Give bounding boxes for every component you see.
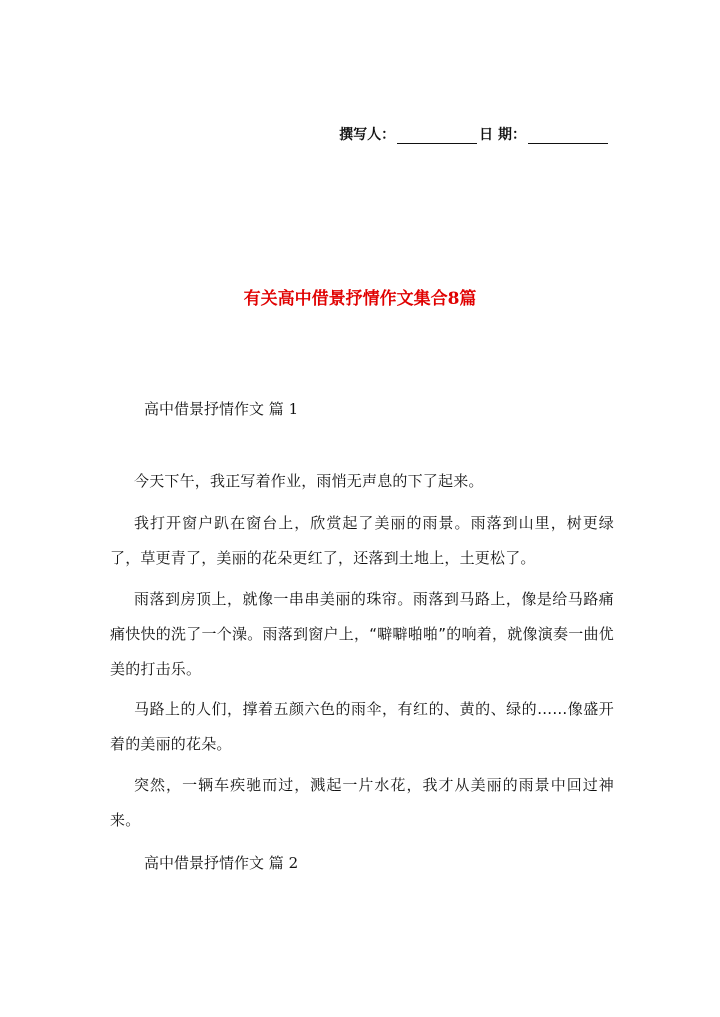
- date-label: 日 期：: [479, 127, 526, 143]
- section-heading-number: 篇 1: [268, 400, 299, 418]
- author-date-line: [339, 124, 610, 144]
- paragraph: 马路上的人们，撑着五颜六色的雨伞，有红的、黄的、绿的……像盛开着的美丽的花朵。: [110, 700, 614, 753]
- section-heading-number: 篇 2: [268, 854, 299, 872]
- author-blank: [397, 129, 477, 144]
- section-heading-text: 高中借景抒情作文: [144, 400, 265, 418]
- section-heading-2: [144, 852, 298, 873]
- author-label: 撰写人：: [339, 127, 396, 143]
- document-title: 有关高中借景抒情作文集合8篇: [243, 289, 477, 309]
- paragraph: 今天下午，我正写着作业，雨悄无声息的下了起来。: [134, 472, 484, 490]
- paragraph: 突然，一辆车疾驰而过，溅起一片水花，我才从美丽的雨景中回过神来。: [110, 776, 614, 829]
- paragraph: 我打开窗户趴在窗台上，欣赏起了美丽的雨景。雨落到山里，树更绿了，草更青了，美丽的花朵更红了，还落到土地上，土更松了。: [110, 514, 614, 567]
- paragraph: 雨落到房顶上，就像一串串美丽的珠帘。雨落到马路上，像是给马路痛痛快快的洗了一个澡。雨落到窗户上，“噼噼啪啪”的响着，就像演奏一曲优美的打击乐。: [110, 590, 614, 678]
- section-heading-text: 高中借景抒情作文: [144, 854, 265, 872]
- date-blank: [528, 129, 608, 144]
- section-heading-1: [144, 398, 298, 419]
